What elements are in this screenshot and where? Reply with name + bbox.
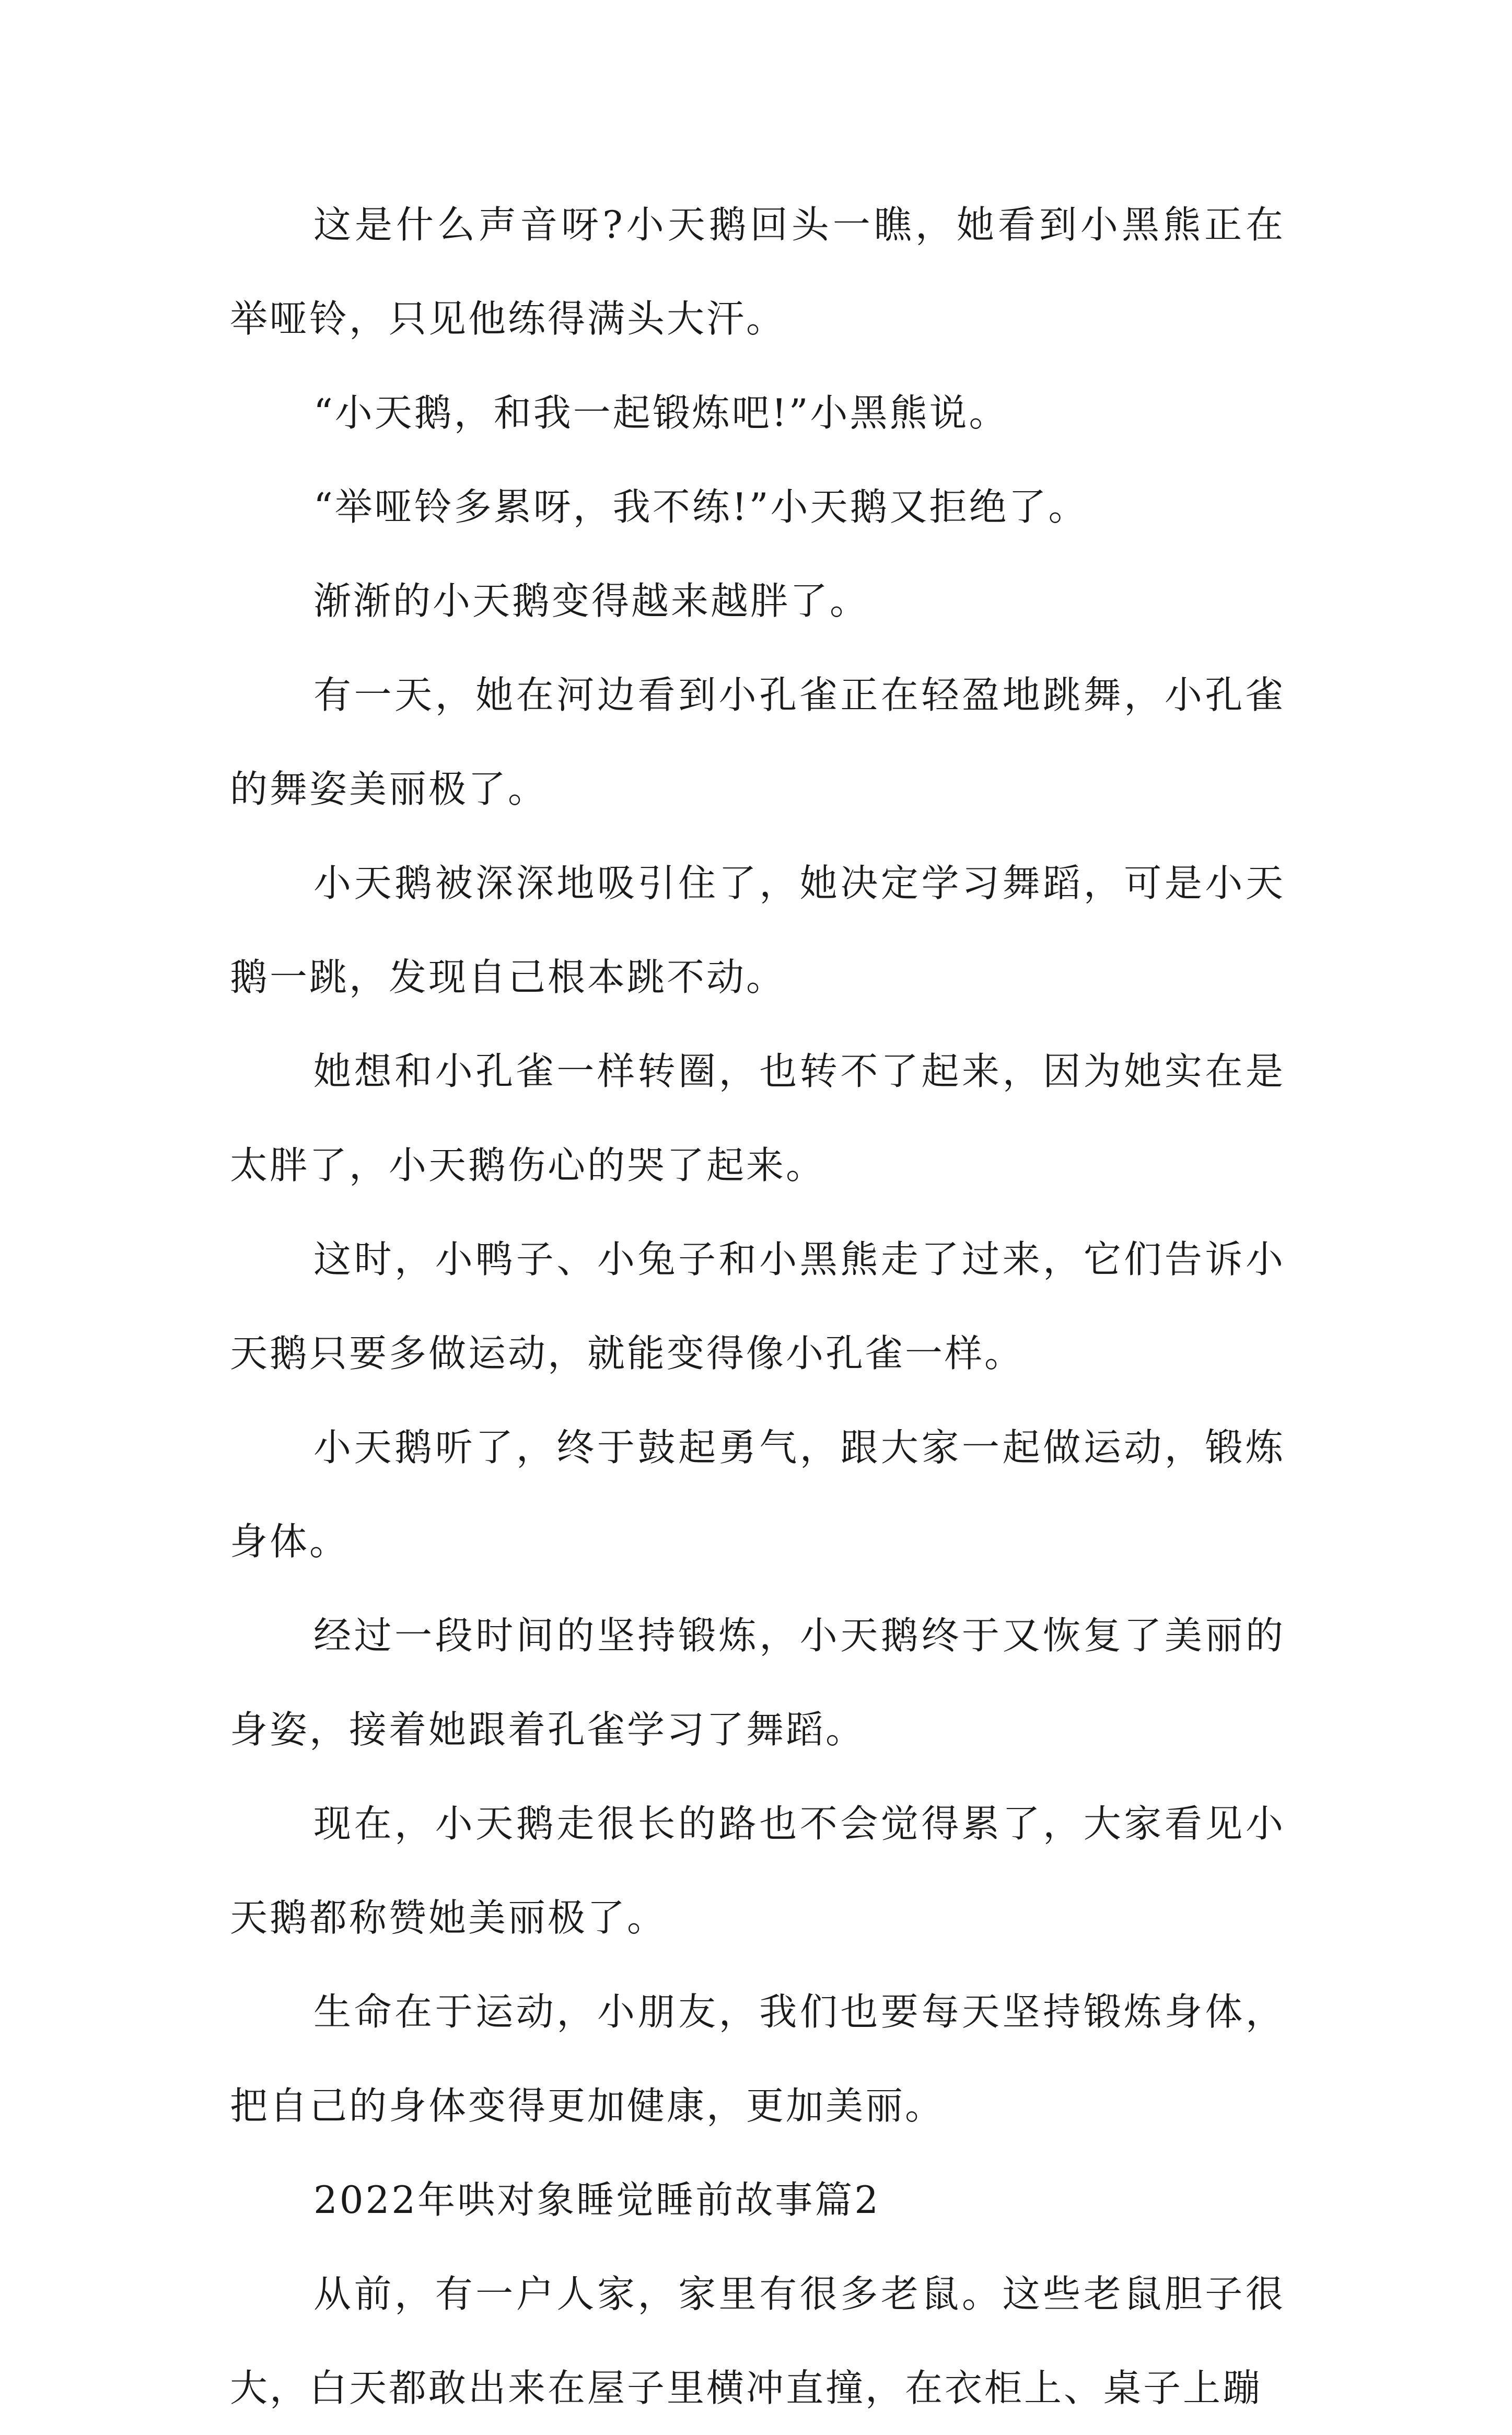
paragraph: 有一天，她在河边看到小孔雀正在轻盈地跳舞，小孔雀的舞姿美丽极了。	[230, 673, 1285, 811]
section-heading: 2022年哄对象睡觉睡前故事篇2	[313, 2178, 881, 2222]
paragraph: 从前，有一户人家，家里有很多老鼠。这些老鼠胆子很大，白天都敢出来在屋子里横冲直撞，在衣柜上、桌子上蹦	[230, 2272, 1285, 2410]
document-body	[230, 178, 1285, 2435]
paragraph: 这是什么声音呀?小天鹅回头一瞧，她看到小黑熊正在举哑铃，只见他练得满头大汗。	[230, 203, 1285, 341]
paragraph: 这时，小鸭子、小兔子和小黑熊走了过来，它们告诉小天鹅只要多做运动，就能变得像小孔雀一样。	[230, 1237, 1285, 1375]
paragraph: 她想和小孔雀一样转圈，也转不了起来，因为她实在是太胖了，小天鹅伤心的哭了起来。	[230, 1049, 1285, 1187]
paragraph: 现在，小天鹅走很长的路也不会觉得累了，大家看见小天鹅都称赞她美丽极了。	[230, 1802, 1285, 1940]
paragraph: 经过一段时间的坚持锻炼，小天鹅终于又恢复了美丽的身姿，接着她跟着孔雀学习了舞蹈。	[230, 1614, 1285, 1752]
paragraph: 生命在于运动，小朋友，我们也要每天坚持锻炼身体，把自己的身体变得更加健康，更加美丽。	[230, 1990, 1285, 2128]
paragraph: “小天鹅，和我一起锻炼吧!”小黑熊说。	[313, 391, 1009, 435]
paragraph: “举哑铃多累呀，我不练!”小天鹅又拒绝了。	[313, 485, 1088, 529]
paragraph: 小天鹅听了，终于鼓起勇气，跟大家一起做运动，锻炼身体。	[230, 1425, 1285, 1563]
paragraph: 小天鹅被深深地吸引住了，她决定学习舞蹈，可是小天鹅一跳，发现自己根本跳不动。	[230, 861, 1285, 999]
paragraph: 渐渐的小天鹅变得越来越胖了。	[313, 579, 870, 623]
